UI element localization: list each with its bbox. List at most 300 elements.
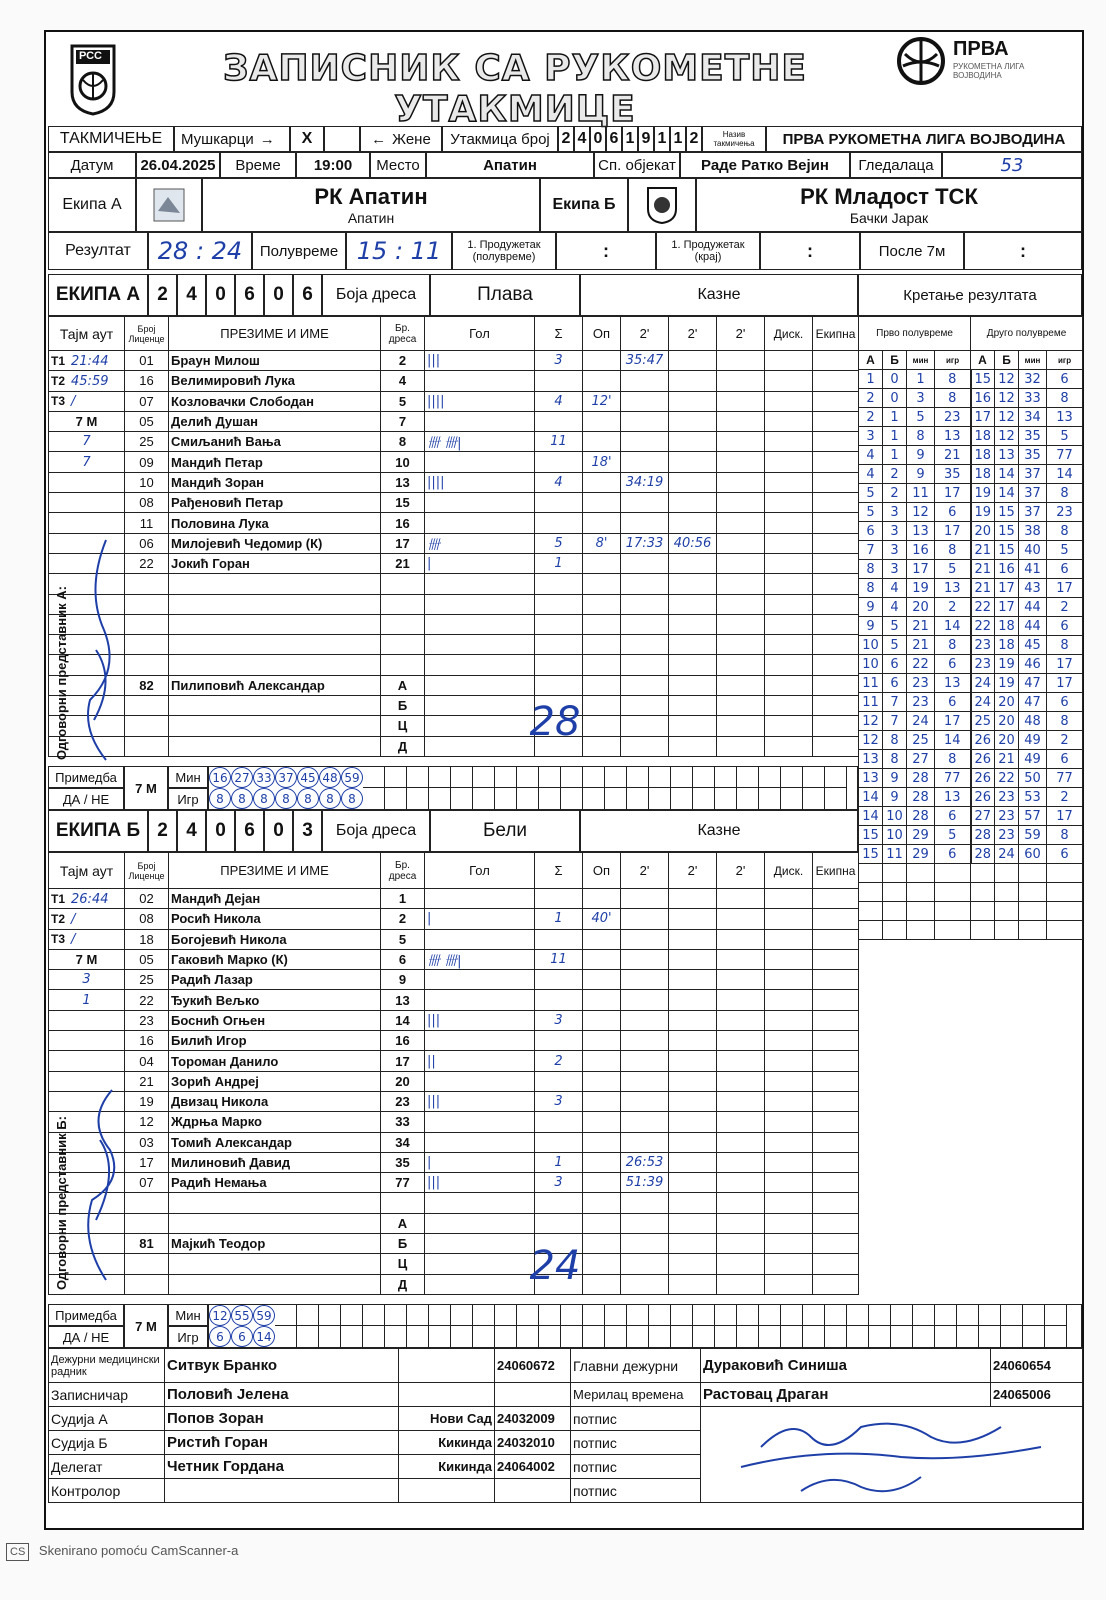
player-suspension-1 — [621, 1274, 669, 1294]
col-suspension-1: 2' — [621, 317, 669, 351]
progress-cell: 6 — [883, 655, 907, 674]
player-team-penalty — [813, 675, 859, 695]
player-suspension-2 — [669, 949, 717, 969]
progress-cell: 6 — [1047, 370, 1083, 389]
player-suspension-3 — [717, 1091, 765, 1111]
scorer-name: Половић Јелена — [165, 1383, 399, 1407]
progress-cell: 13 — [935, 788, 971, 807]
seven-m-player — [451, 1326, 473, 1347]
player-warning — [583, 1071, 621, 1091]
referee-a-license: 24032009 — [495, 1407, 571, 1431]
seven-m-minute — [473, 1305, 495, 1326]
progress-cell: 8 — [935, 389, 971, 408]
player-name: Јокић Горан — [169, 553, 381, 573]
table-row — [49, 716, 859, 736]
player-suspension-3 — [717, 1213, 765, 1233]
progress-cell: 13 — [1047, 408, 1083, 427]
seven-m-minute — [451, 767, 473, 788]
player-license: 25 — [125, 970, 169, 990]
progress-cell: 6 — [935, 655, 971, 674]
player-goals — [425, 889, 535, 909]
progress-cell: 13 — [859, 750, 883, 769]
player-license — [125, 696, 169, 716]
player-goal-sum: 4 — [535, 391, 583, 411]
progress-cell — [883, 864, 907, 883]
player-goal-sum — [535, 1031, 583, 1051]
player-suspension-1: 17:33 — [621, 533, 669, 553]
competition-name-label: Назив такмичења — [702, 126, 766, 152]
player-suspension-2 — [669, 574, 717, 594]
seven-m-player — [781, 1326, 803, 1347]
delegate-license: 24064002 — [495, 1455, 571, 1479]
progress-cell — [1019, 883, 1047, 902]
seven-m-minute — [825, 1305, 847, 1326]
player-team-penalty — [813, 472, 859, 492]
player-license: 10 — [125, 472, 169, 492]
table-row — [49, 371, 859, 391]
player-suspension-3 — [717, 929, 765, 949]
player-goals: || — [425, 1051, 535, 1071]
seven-m-minute — [693, 1305, 715, 1326]
progress-cell: 15 — [971, 370, 995, 389]
seven-m-player — [1001, 1326, 1023, 1347]
player-name — [169, 614, 381, 634]
table-row — [49, 574, 859, 594]
venue-value: Раде Ратко Вејин — [680, 152, 850, 178]
team-b-yes-no: ДА / НЕ — [48, 1326, 124, 1348]
col-sum: Σ — [535, 853, 583, 889]
seven-m-minute — [473, 767, 495, 788]
seven-m-minute — [363, 1305, 385, 1326]
player-goals: |||| — [425, 391, 535, 411]
timeout-cell: 7 — [49, 452, 125, 472]
player-goal-sum: 1 — [535, 1152, 583, 1172]
player-suspension-2 — [669, 371, 717, 391]
player-goal-sum — [535, 452, 583, 472]
player-goals — [425, 655, 535, 675]
player-suspension-2 — [669, 675, 717, 695]
progress-cell: 24 — [971, 693, 995, 712]
women-label — [360, 126, 442, 152]
progress-cell: 50 — [1019, 769, 1047, 788]
progress-row — [859, 598, 1083, 617]
player-license — [125, 635, 169, 655]
player-disqualification — [765, 716, 813, 736]
timeout-label: T3 — [51, 394, 66, 409]
progress-cell: 18 — [971, 465, 995, 484]
player-warning — [583, 1132, 621, 1152]
sign-label: потпис — [571, 1479, 701, 1503]
player-warning — [583, 1091, 621, 1111]
player-license — [125, 655, 169, 675]
progress-cell: 8 — [1047, 712, 1083, 731]
progress-row — [859, 408, 1083, 427]
player-license: 05 — [125, 411, 169, 431]
official-role: Ц — [381, 1254, 425, 1274]
progress-row — [859, 389, 1083, 408]
progress-cell: 21 — [971, 579, 995, 598]
progress-cell: 5 — [859, 484, 883, 503]
player-disqualification — [765, 1213, 813, 1233]
progress-cell: 5 — [907, 408, 935, 427]
half-label: Полувреме — [252, 232, 346, 270]
player-suspension-2 — [669, 1010, 717, 1030]
player-suspension-2 — [669, 1234, 717, 1254]
progress-cell: 19 — [971, 484, 995, 503]
player-goal-sum: 1 — [535, 909, 583, 929]
player-suspension-2 — [669, 1071, 717, 1091]
player-goals: ||| — [425, 1091, 535, 1111]
score-progress-table — [858, 316, 1083, 940]
progress-cell: 2 — [883, 484, 907, 503]
player-suspension-1 — [621, 1010, 669, 1030]
timeout-cell — [49, 1031, 125, 1051]
table-row — [49, 736, 859, 756]
progress-cell: 15 — [859, 845, 883, 864]
seven-m-player — [649, 1326, 671, 1347]
col-timeout: Тајм аут — [49, 317, 125, 351]
timeout-cell — [49, 391, 125, 411]
seven-m-player: 8 — [209, 788, 231, 809]
table-row — [49, 594, 859, 614]
progress-row — [859, 826, 1083, 845]
timeout-cell: 7 М — [49, 411, 125, 431]
player-jersey-no: 8 — [381, 432, 425, 452]
team-a-players-table — [48, 316, 859, 757]
date-value: 26.04.2025 — [136, 152, 220, 178]
player-team-penalty — [813, 1010, 859, 1030]
women-mark — [324, 126, 360, 152]
progress-cell — [995, 902, 1019, 921]
progress-cell: 11 — [859, 674, 883, 693]
player-license — [125, 716, 169, 736]
progress-cell — [907, 883, 935, 902]
progress-cell: 15 — [995, 503, 1019, 522]
player-goal-sum — [535, 635, 583, 655]
timer-name: Растовац Драган — [701, 1383, 991, 1407]
progress-cell: 12 — [995, 370, 1019, 389]
timeout-cell — [49, 493, 125, 513]
medic-license: 24060672 — [495, 1349, 571, 1383]
player-jersey-no: 6 — [381, 949, 425, 969]
player-suspension-1 — [621, 371, 669, 391]
progress-cell: 10 — [859, 636, 883, 655]
player-disqualification — [765, 493, 813, 513]
progress-row — [859, 579, 1083, 598]
progress-cell: 15 — [859, 826, 883, 845]
player-goal-sum — [535, 513, 583, 533]
player-jersey-no: 15 — [381, 493, 425, 513]
scanner-text: Skenirano pomoću CamScanner-a — [38, 1543, 239, 1558]
referee-b-city: Кикинда — [399, 1431, 495, 1455]
player-suspension-2 — [669, 1173, 717, 1193]
player-name: Милиновић Давид — [169, 1152, 381, 1172]
team-code-digit: 4 — [177, 810, 206, 852]
player-team-penalty — [813, 1031, 859, 1051]
player-goal-sum — [535, 1132, 583, 1152]
player-goal-sum — [535, 614, 583, 634]
seven-m-minute — [869, 1305, 891, 1326]
medic-city — [399, 1349, 495, 1383]
seven-m-player — [363, 1326, 385, 1347]
player-suspension-3 — [717, 1274, 765, 1294]
player-suspension-3 — [717, 635, 765, 655]
player-goal-sum — [535, 371, 583, 391]
seven-m-minute — [913, 1305, 935, 1326]
seven-m-minute — [715, 1305, 737, 1326]
delegate-label: Делегат — [49, 1455, 165, 1479]
timeout-cell — [49, 889, 125, 909]
table-row — [49, 1051, 859, 1071]
col-team-penalty: Екипна — [813, 853, 859, 889]
competition-label: ТАКМИЧЕЊЕ — [48, 126, 174, 152]
table-row — [49, 970, 859, 990]
seven-m-player — [319, 1326, 341, 1347]
progress-cell: 77 — [1047, 769, 1083, 788]
progress-cell — [1047, 864, 1083, 883]
player-suspension-3 — [717, 574, 765, 594]
table-row — [49, 1010, 859, 1030]
table-row — [49, 909, 859, 929]
col-goals: Гол — [425, 853, 535, 889]
seven-m-minute — [517, 1305, 539, 1326]
player-warning — [583, 614, 621, 634]
player-warning — [583, 1193, 621, 1213]
player-suspension-1 — [621, 1254, 669, 1274]
player-disqualification — [765, 909, 813, 929]
scorer-label: Записничар — [49, 1383, 165, 1407]
match-digit: 9 — [638, 126, 654, 152]
team-code-digit: 2 — [148, 274, 177, 316]
player-goals — [425, 1071, 535, 1091]
player-warning — [583, 472, 621, 492]
progress-cell: 26 — [971, 769, 995, 788]
player-warning — [583, 675, 621, 695]
team-a-remark-label: Примедба — [48, 766, 124, 788]
progress-row — [859, 788, 1083, 807]
player-warning — [583, 1051, 621, 1071]
player-team-penalty — [813, 1234, 859, 1254]
player-suspension-3 — [717, 1010, 765, 1030]
progress-cell — [995, 883, 1019, 902]
timeout-value: 45:59 — [71, 373, 109, 389]
player-suspension-1 — [621, 1071, 669, 1091]
men-label-text: Мушкарци — [181, 130, 254, 148]
official-license: 81 — [125, 1234, 169, 1254]
progress-cell: 8 — [1047, 636, 1083, 655]
progress-row — [859, 370, 1083, 389]
col-team-penalty: Екипна — [813, 317, 859, 351]
player-name: Ждрња Марко — [169, 1112, 381, 1132]
progress-row — [859, 750, 1083, 769]
player-goal-sum — [535, 889, 583, 909]
player-team-penalty — [813, 889, 859, 909]
after7m-score: : — [964, 232, 1082, 270]
player-disqualification — [765, 533, 813, 553]
progress-cell — [971, 864, 995, 883]
player-goals — [425, 1031, 535, 1051]
progress-cell: 44 — [1019, 598, 1047, 617]
player-name: Браун Милош — [169, 351, 381, 371]
player-jersey-no: 5 — [381, 929, 425, 949]
player-disqualification — [765, 929, 813, 949]
seven-m-minute — [1001, 1305, 1023, 1326]
progress-row — [859, 674, 1083, 693]
seven-m-player: 8 — [297, 788, 319, 809]
progress-cell — [1047, 883, 1083, 902]
player-goals: | — [425, 909, 535, 929]
player-goal-sum: 3 — [535, 1091, 583, 1111]
col-disqualification: Диск. — [765, 853, 813, 889]
player-suspension-1 — [621, 675, 669, 695]
player-name — [169, 1213, 381, 1233]
progress-cell: 23 — [1047, 503, 1083, 522]
player-suspension-3 — [717, 452, 765, 472]
seven-m-minute: 59 — [341, 767, 363, 788]
player-suspension-2 — [669, 1051, 717, 1071]
player-license: 16 — [125, 371, 169, 391]
seven-m-minute — [561, 767, 583, 788]
player-license: 08 — [125, 909, 169, 929]
player-license — [125, 614, 169, 634]
table-row — [49, 889, 859, 909]
seven-m-player — [737, 788, 759, 809]
player-jersey-no: 20 — [381, 1071, 425, 1091]
progress-cell: 22 — [971, 598, 995, 617]
player-suspension-3 — [717, 391, 765, 411]
progress-row — [859, 693, 1083, 712]
progress-row — [859, 446, 1083, 465]
progress-cell: 28 — [907, 807, 935, 826]
col-suspension-3: 2' — [717, 853, 765, 889]
player-suspension-3 — [717, 1173, 765, 1193]
league-logo-subtitle: РУКОМЕТНА ЛИГА ВОЈВОДИНА — [953, 62, 1025, 80]
table-row — [49, 929, 859, 949]
player-suspension-2 — [669, 452, 717, 472]
table-row — [49, 553, 859, 573]
player-suspension-1 — [621, 391, 669, 411]
league-logo — [897, 36, 1087, 86]
player-team-penalty — [813, 1112, 859, 1132]
player-license: 12 — [125, 1112, 169, 1132]
progress-cell: 7 — [859, 541, 883, 560]
match-number-label: Утакмица број — [442, 126, 558, 152]
progress-cell: 17 — [1047, 807, 1083, 826]
progress-cell: 24 — [995, 845, 1019, 864]
progress-cell: 19 — [907, 579, 935, 598]
progress-row — [859, 807, 1083, 826]
progress-cell: 16 — [971, 389, 995, 408]
progress-cell: 23 — [907, 693, 935, 712]
progress-cell — [971, 921, 995, 940]
seven-m-minute — [671, 1305, 693, 1326]
table-row — [49, 391, 859, 411]
progress-cell: 25 — [971, 712, 995, 731]
progress-cell: 13 — [995, 446, 1019, 465]
player-name: Радић Немања — [169, 1173, 381, 1193]
progress-cell: 14 — [995, 484, 1019, 503]
player-name: Мандић Зоран — [169, 472, 381, 492]
player-suspension-2 — [669, 655, 717, 675]
player-disqualification — [765, 513, 813, 533]
progress-row — [859, 655, 1083, 674]
player-suspension-2 — [669, 1274, 717, 1294]
player-license: 23 — [125, 1010, 169, 1030]
col-jersey-no: Бр. дреса — [381, 317, 425, 351]
progress-cell: 14 — [1047, 465, 1083, 484]
seven-m-minute — [495, 1305, 517, 1326]
half-score: 15 : 11 — [346, 232, 452, 270]
team-a-representative-label: Одговорни представник А: — [54, 586, 69, 760]
player-name: Двизац Никола — [169, 1091, 381, 1111]
progress-row — [859, 902, 1083, 921]
progress-cell: 9 — [907, 446, 935, 465]
seven-m-player — [825, 1326, 847, 1347]
seven-m-player — [561, 788, 583, 809]
progress-cell: 8 — [1047, 522, 1083, 541]
timeout-cell: 1 — [49, 990, 125, 1010]
player-disqualification — [765, 1254, 813, 1274]
progress-cell: 24 — [907, 712, 935, 731]
player-jersey-no: 23 — [381, 1091, 425, 1111]
player-suspension-2 — [669, 736, 717, 756]
progress-cell: 11 — [859, 693, 883, 712]
player-team-penalty — [813, 655, 859, 675]
player-name — [169, 1254, 381, 1274]
progress-cell — [907, 864, 935, 883]
player-warning — [583, 1031, 621, 1051]
signatures-area — [701, 1407, 1083, 1503]
player-license: 06 — [125, 533, 169, 553]
table-row — [49, 1274, 859, 1294]
progress-cell — [995, 921, 1019, 940]
officials-table — [48, 1348, 1083, 1503]
team-a-jersey: Плава — [430, 274, 580, 316]
seven-m-minute — [627, 767, 649, 788]
player-warning — [583, 929, 621, 949]
progress-cell: 20 — [995, 712, 1019, 731]
progress-cell: 7 — [883, 712, 907, 731]
progress-cell: 1 — [907, 370, 935, 389]
progress-cell: 12 — [995, 408, 1019, 427]
venue-label: Сп. објекат — [594, 152, 680, 178]
player-disqualification — [765, 970, 813, 990]
player-goal-sum — [535, 1112, 583, 1132]
progress-cell: 3 — [883, 522, 907, 541]
progress-cell: 13 — [907, 522, 935, 541]
official-role: Б — [381, 696, 425, 716]
team-code-digit: 0 — [264, 274, 293, 316]
progress-row — [859, 541, 1083, 560]
player-suspension-3 — [717, 411, 765, 431]
player-jersey-no: 21 — [381, 553, 425, 573]
progress-cell: 8 — [859, 560, 883, 579]
player-goals — [425, 1193, 535, 1213]
match-digit: 2 — [558, 126, 574, 152]
table-row — [49, 1132, 859, 1152]
progress-cell: 34 — [1019, 408, 1047, 427]
timeout-label: T2 — [51, 911, 66, 926]
progress-cell: 6 — [935, 807, 971, 826]
player-suspension-2 — [669, 970, 717, 990]
seven-m-minute — [737, 1305, 759, 1326]
player-goal-sum — [535, 493, 583, 513]
progress-cell: 49 — [1019, 731, 1047, 750]
seven-m-minute — [803, 767, 825, 788]
progress-cell — [971, 902, 995, 921]
player-suspension-1 — [621, 635, 669, 655]
women-label-text: Жене — [392, 130, 431, 148]
